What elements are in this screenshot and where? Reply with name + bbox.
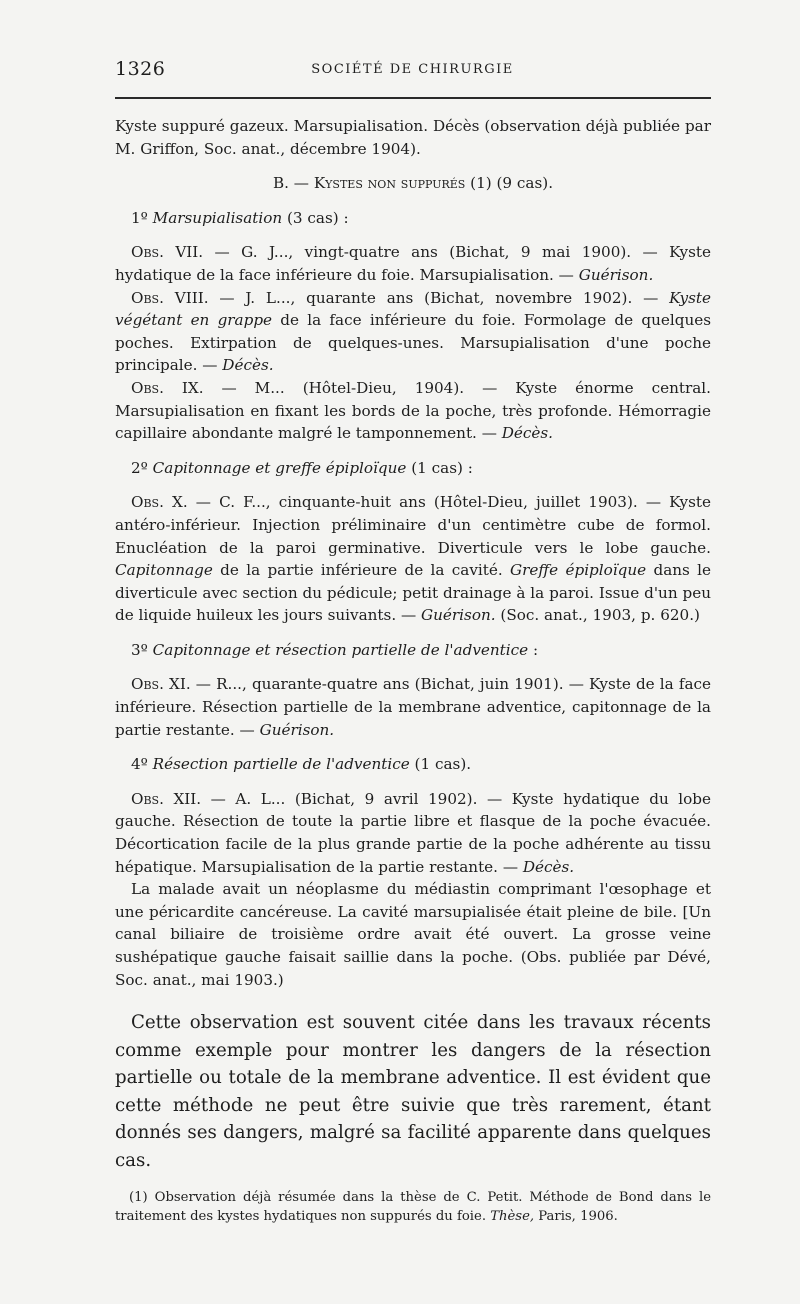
section-heading-b: [115, 172, 711, 195]
subheading-rest: (1 cas) :: [406, 458, 473, 477]
intro-paragraph: Kyste suppuré gazeux. Marsupialisation. Décès (observation déjà publiée par M. Griffon, Soc. anat., décembre 1904).: [115, 117, 711, 158]
obs-text: X. — C. F..., cinquante-huit ans (Hôtel-Dieu, juillet 1903). — Kyste antéro-inférieur. Injection préliminaire d'un centimètre cube de formol. Enucléation de la paroi germinative. Diverticule vers le lobe gauche.: [115, 493, 711, 557]
obs-text-rest: (Soc. anat., 1903, p. 620.): [495, 606, 700, 625]
footnotes: [115, 1188, 711, 1226]
obs-text: XI. — R..., quarante-quatre ans (Bichat, juin 1901). — Kyste de la face inférieure. Résection partielle de la membrane adventice, capitonnage de la partie restante. —: [115, 675, 711, 739]
footnote-1: [115, 1188, 711, 1226]
obs-label: Obs.: [131, 288, 164, 307]
obs-label: Obs.: [131, 789, 164, 808]
obs-italic-2: Greffe épiploïque: [510, 561, 647, 580]
subheading-3: [115, 639, 711, 662]
subheading-1: [115, 207, 711, 230]
section-prefix: B. —: [272, 174, 314, 193]
subheading-rest: :: [528, 640, 539, 659]
obs-text-mid-1: de la partie inférieure de la cavité.: [212, 561, 511, 580]
running-title: SOCIÉTÉ DE CHIRURGIE: [311, 62, 514, 77]
header-rule: [115, 97, 711, 99]
obs-outcome: Décès.: [522, 857, 575, 876]
subheading-title: Marsupialisation: [152, 208, 283, 227]
observation-10: [115, 491, 711, 627]
subheading-rest: (3 cas) :: [282, 208, 349, 227]
obs-text: XII. — A. L... (Bichat, 9 avril 1902). — Kyste hydatique du lobe gauche. Résection de toute la partie libre et flasque de la poche évacuée. Décortication facile de la plus grande partie de la poche adhérente au tissu hépatique. Marsupialisation de la partie restante. —: [115, 789, 711, 876]
footnote-rest: Paris, 1906.: [534, 1209, 618, 1225]
page-header: [115, 58, 710, 84]
subheading-number: 2º: [131, 458, 153, 477]
section-title: Kystes non suppurés: [313, 174, 466, 193]
obs-outcome: Décès.: [222, 356, 274, 375]
obs-italic: Kyste végétant en grappe: [115, 288, 711, 330]
footnote-text: (1) Observation déjà résumée dans la thèse de C. Petit. Méthode de Bond dans le traitement des kystes hydatiques non suppurés du foie.: [115, 1190, 711, 1225]
observation-7: [115, 241, 711, 286]
obs-text: VII. — G. J..., vingt-quatre ans (Bichat, 9 mai 1900). — Kyste hydatique de la face inférieure du foie. Marsupialisation. —: [115, 243, 711, 284]
observation-12-continued: La malade avait un néoplasme du médiastin comprimant l'œsophage et une péricardite cancéreuse. La cavité marsupialisée était pleine de bile. [Un canal biliaire de troisième ordre avait été ouvert. La grosse veine sushépatique gauche faisait saillie dans la poche. (Obs. publiée par Dévé, Soc. anat., mai 1903.): [115, 880, 711, 989]
subheading-number: 1º: [131, 208, 153, 227]
obs-label: Obs.: [131, 493, 164, 512]
obs-text-rest: de la face inférieure du foie. Formolage de quelques poches. Extirpation de quelques-unes. Marsupialisation d'une poche principale. —: [115, 311, 712, 375]
obs-outcome: Guérison.: [421, 606, 496, 625]
section-suffix: (1) (9 cas).: [465, 174, 554, 193]
obs-text: VIII. — J. L..., quarante ans (Bichat, novembre 1902). —: [163, 288, 670, 307]
obs-italic-1: Capitonnage: [115, 561, 213, 580]
observation-12: [115, 788, 711, 878]
subheading-2: [115, 457, 711, 480]
obs-text: IX. — M... (Hôtel-Dieu, 1904). — Kyste énorme central. Marsupialisation en fixant les bords de la poche, très profonde. Hémorragie capillaire abondante malgré le tamponnement. —: [115, 378, 711, 443]
obs-label: Obs.: [131, 378, 164, 397]
footnote-italic: Thèse,: [490, 1209, 535, 1225]
subheading-number: 4º: [131, 755, 153, 774]
obs-text-mid-2: dans le diverticule avec section du pédicule; petit drainage à la paroi. Issue d'un peu de liquide huileux les jours suivants. —: [115, 561, 711, 625]
main-paragraph: Cette observation est souvent citée dans les travaux récents comme exemple pour montrer les dangers de la résection partielle ou totale de la membrane adventice. Il est évident que cette méthode ne peut être suivie que très rarement, étant donnés ses dangers, malgré sa facilité apparente dans quelques cas.: [115, 1012, 711, 1171]
subheading-title: Capitonnage et résection partielle de l'adventice: [152, 640, 529, 659]
obs-outcome: Guérison.: [259, 720, 335, 739]
subheading-4: [115, 753, 711, 776]
obs-outcome: Guérison.: [578, 265, 654, 284]
observation-9: [115, 377, 711, 445]
subheading-number: 3º: [131, 640, 153, 659]
observation-11: [115, 673, 711, 741]
page-number: 1326: [115, 58, 166, 80]
obs-label: Obs.: [131, 243, 164, 262]
subheading-rest: (1 cas).: [409, 755, 472, 774]
observation-8: [115, 287, 711, 377]
subheading-title: Résection partielle de l'adventice: [152, 755, 410, 774]
obs-outcome: Décès.: [501, 424, 554, 443]
subheading-title: Capitonnage et greffe épiploïque: [152, 458, 407, 477]
obs-label: Obs.: [131, 675, 164, 694]
main-text: [115, 115, 711, 1226]
